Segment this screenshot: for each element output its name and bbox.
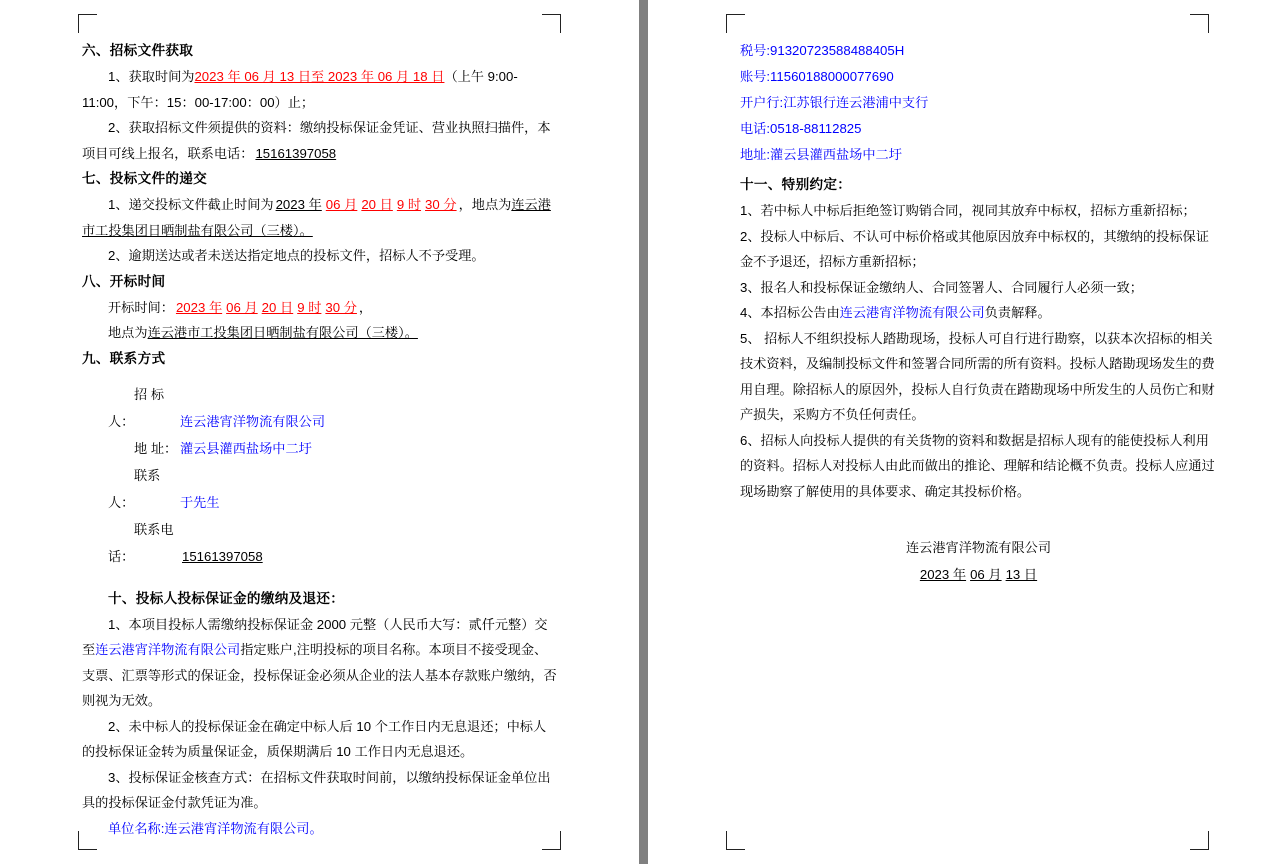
bank-info-address <box>740 142 1217 168</box>
bank-info-4-label: 地址: <box>740 147 771 162</box>
bank-info-account-no <box>740 64 1217 90</box>
section-7-item-1 <box>82 192 557 243</box>
section-6-item-1-date: 2023 年 06 月 13 日至 2023 年 06 月 18 日 <box>194 69 445 84</box>
crop-mark-top-left <box>78 14 97 33</box>
section-7-heading: 七、投标文件的递交 <box>82 171 208 186</box>
section-8-heading: 八、开标时间 <box>82 273 166 289</box>
section-9-row-2-value: 于先生 <box>180 494 220 510</box>
section-6-item-2-phone: 15161397058 <box>255 145 337 161</box>
crop-mark-bottom-left-2 <box>726 831 745 850</box>
section-8-line-2-prefix: 地点为 <box>108 325 148 340</box>
bank-info-1-value: 11560188000077690 <box>770 69 894 84</box>
section-7-item-1-day: 20 日 <box>361 197 393 212</box>
page-right <box>648 0 1287 864</box>
section-9-row-1-value: 灌云县灌西盐场中二圩 <box>180 440 312 456</box>
section-10-item-1 <box>82 612 557 714</box>
section-11-item-6: 6、招标人向投标人提供的有关货物的资料和数据是招标人现有的能使投标人利用的资料。招标人对投标人由此而做出的推论、理解和结论概不负责。投标人应通过现场勘察了解使用的具体要求、确定其投标价格。 <box>740 432 1215 499</box>
bank-info-2-label: 开户行: <box>740 95 784 110</box>
page-left <box>0 0 639 864</box>
section-9-row-2-key: 联系人： <box>108 467 161 510</box>
section-11-item-4-company: 连云港宵洋物流有限公司 <box>839 305 985 320</box>
section-9-row-contact-person <box>82 462 557 516</box>
bank-info-3-label: 电话: <box>740 121 771 136</box>
section-6-item-2-text: 2、获取招标文件须提供的资料：缴纳投标保证金凭证、营业执照扫描件，本项目可线上报名，联系电话： <box>82 120 551 161</box>
signature-date <box>740 561 1217 588</box>
section-8-year: 2023 年 <box>175 299 223 315</box>
section-10-item-3: 3、投标保证金核查方式：在招标文件获取时间前，以缴纳投标保证金单位出具的投标保证金付款凭证为准。 <box>82 769 551 810</box>
section-10-item-1-company: 连云港宵洋物流有限公司 <box>95 642 241 657</box>
section-10-item-4 <box>82 816 557 842</box>
section-6-item-1 <box>82 64 557 115</box>
section-7-item-1-mid: ，地点为 <box>458 197 512 212</box>
section-8-day: 20 日 <box>261 299 294 315</box>
section-9-row-3-value: 15161397058 <box>182 548 263 564</box>
section-9-row-0-key: 招 标 人： <box>108 386 165 429</box>
section-11-item-4-prefix: 4、本招标公告由 <box>740 305 840 320</box>
page-right-content <box>740 38 1217 588</box>
section-7-item-1-year: 2023 年 <box>275 197 322 212</box>
section-6-heading: 六、招标文件获取 <box>82 43 194 58</box>
section-8-minute: 30 分 <box>325 299 357 315</box>
section-7-item-1-prefix: 1、递交投标文件截止时间为 <box>108 197 274 212</box>
section-8-line-1 <box>82 295 557 321</box>
signature-block <box>740 534 1217 588</box>
bank-info-2-value: 江苏银行连云港浦中支行 <box>783 95 929 110</box>
section-11-item-1: 1、若中标人中标后拒绝签订购销合同，视同其放弃中标权，招标方重新招标； <box>740 203 1196 218</box>
bank-info-tax-no <box>740 38 1217 64</box>
section-9-row-phone <box>82 516 557 570</box>
section-6-item-1-suffix: （上午 9:00-11:00，下午：15：00-17:00：00）止； <box>82 69 518 110</box>
signature-date-day: 13 日 <box>1005 567 1038 582</box>
section-11-heading: 十一、特别约定： <box>740 177 852 192</box>
crop-mark-top-right <box>542 14 561 33</box>
signature-date-month: 06 月 <box>970 567 1002 582</box>
section-9-row-address <box>82 435 557 462</box>
section-9-row-0-value: 连云港宵洋物流有限公司 <box>180 413 326 429</box>
section-11-item-5: 5、 招标人不组织投标人踏勘现场，投标人可自行进行勘察，以获本次招标的相关技术资料，及编制投标文件和签署合同所需的所有资料。投标人踏勘现场发生的费用自理。除招标人的原因外，投标人自行负责在踏勘现场中所发生的人员伤亡和财产损失，采购方不负任何责任。 <box>740 330 1215 422</box>
section-9-row-1-key: 地 址： <box>134 440 178 456</box>
section-8-month: 06 月 <box>226 299 258 315</box>
bank-info-0-value: 91320723588488405H <box>770 43 905 58</box>
crop-mark-bottom-right-2 <box>1190 831 1209 850</box>
section-9-row-3-key: 联系电话： <box>108 521 174 564</box>
section-7-item-1-minute: 30 分 <box>425 197 457 212</box>
section-6-item-2 <box>82 115 557 166</box>
section-10-item-1-a: 1、本项目投标人需缴纳投标保证金 2000 元整（人民币大写：贰仟元整）交至 <box>82 616 548 657</box>
section-8-line-2-place: 连云港市工投集团日晒制盐有限公司（三楼）。 <box>147 325 418 340</box>
section-8-hour: 9 时 <box>297 299 322 315</box>
bank-info-0-label: 税号: <box>740 43 771 58</box>
section-11-item-4-suffix: 负责解释。 <box>984 305 1051 320</box>
section-7-item-1-hour: 9 时 <box>396 197 422 212</box>
section-11-item-3: 3、报名人和投标保证金缴纳人、合同签署人、合同履行人必须一致； <box>740 279 1143 295</box>
section-8-line-1-prefix: 开标时间： <box>108 299 174 315</box>
section-10-item-4-label: 单位名称: <box>108 820 165 836</box>
section-10-item-2: 2、未中标人的投标保证金在确定中标人后 10 个工作日内无息退还；中标人的投标保证金转为质量保证金，质保期满后 10 工作日内无息退还。 <box>82 718 547 759</box>
crop-mark-top-right-2 <box>1190 14 1209 33</box>
section-8-line-2 <box>82 320 557 346</box>
section-11-item-4 <box>740 300 1217 326</box>
section-8-line-1-suffix: ， <box>358 299 373 315</box>
bank-info-1-label: 账号: <box>740 69 771 84</box>
bank-info-3-value: 0518-88112825 <box>770 121 862 136</box>
signature-company: 连云港宵洋物流有限公司 <box>905 540 1052 555</box>
section-9-row-contact-org <box>82 381 557 435</box>
bank-info-bank-name <box>740 90 1217 116</box>
bank-info-phone <box>740 116 1217 142</box>
section-7-item-2: 2、逾期送达或者未送达指定地点的投标文件，招标人不予受理。 <box>108 248 485 263</box>
section-7-item-1-month: 06 月 <box>325 197 358 212</box>
signature-date-year: 2023 年 <box>919 567 967 582</box>
section-10-heading: 十、投标人投标保证金的缴纳及退还： <box>108 590 345 606</box>
bank-info-4-value: 灌云县灌西盐场中二圩 <box>770 147 902 162</box>
crop-mark-top-left-2 <box>726 14 745 33</box>
section-7-item-1-place: 连云港市工投集团日晒制盐有限公司（三楼）。 <box>82 197 551 238</box>
section-10-item-1-b: 指定账户,注明投标的项目名称。本项目不接受现金、支票、汇票等形式的保证金，投标保证金必须从企业的法人基本存款账户缴纳，否则视为无效。 <box>82 642 557 708</box>
section-6-item-1-prefix: 1、获取时间为 <box>108 69 195 84</box>
section-9-heading: 九、联系方式 <box>82 350 166 366</box>
page-left-content <box>82 38 557 841</box>
section-10-item-4-value: 连云港宵洋物流有限公司。 <box>164 820 323 836</box>
section-11-item-2: 2、投标人中标后、不认可中标价格或其他原因放弃中标权的，其缴纳的投标保证金不予退还，招标方重新招标； <box>740 228 1209 269</box>
